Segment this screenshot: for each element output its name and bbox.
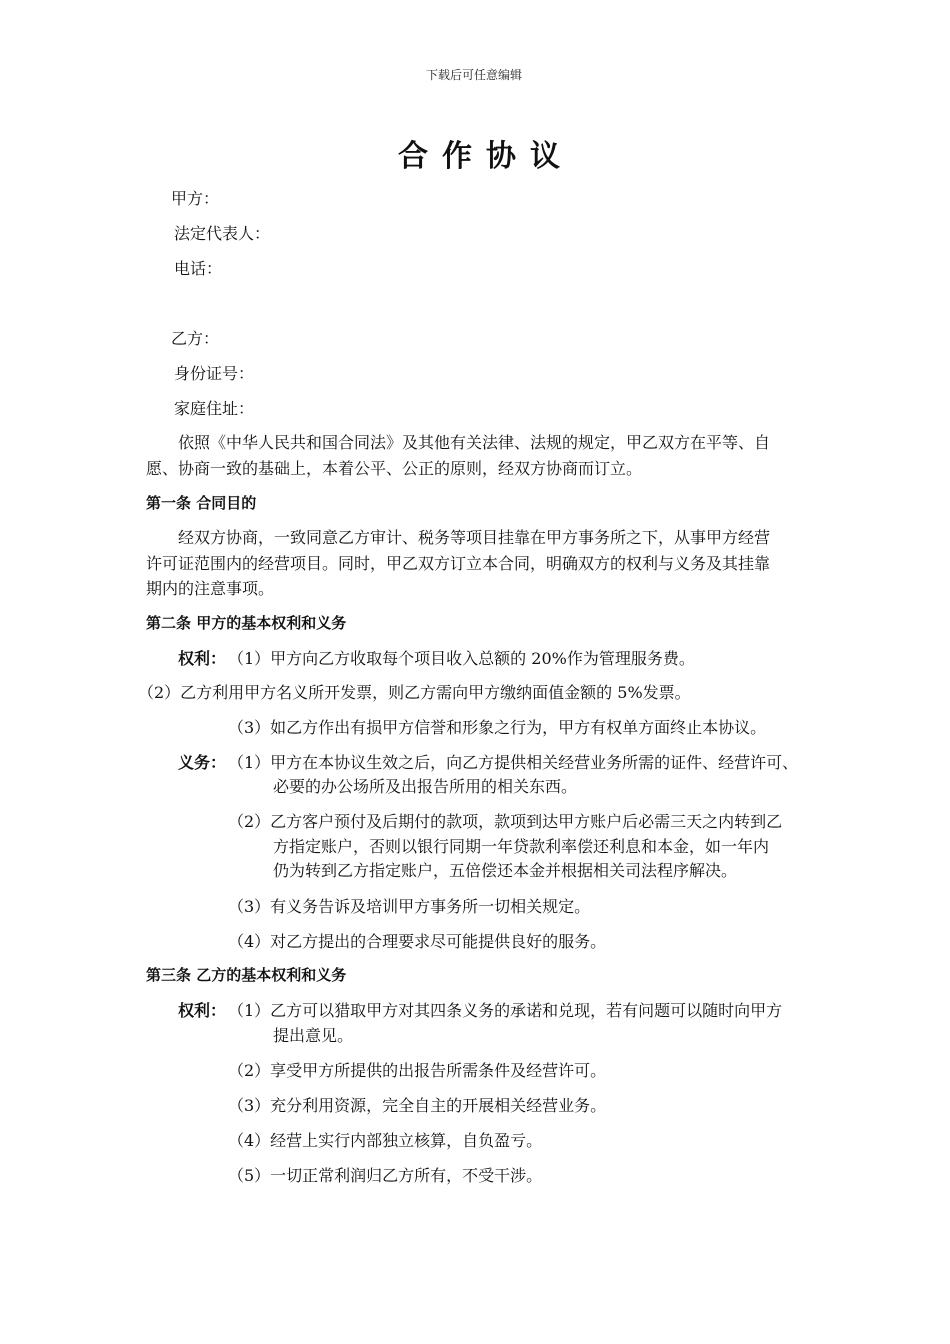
article-2-duty-item: （4）对乙方提出的合理要求尽可能提供良好的服务。 [228,932,607,951]
article-3-heading: 第三条 乙方的基本权利和义务 [146,966,347,984]
article-2-right-item: （2）乙方利用甲方名义所开发票，则乙方需向甲方缴纳面值金额的 5%发票。 [138,683,691,702]
article-3-right-item: （1）乙方可以猎取甲方对其四条义务的承诺和兑现，若有问题可以随时向甲方 [228,1001,783,1020]
article-3-rights-label: 权利： [178,1001,227,1020]
article-2-duty-item: （1）甲方在本协议生效之后，向乙方提供相关经营业务所需的证件、经营许可、 [228,753,799,772]
article-2-right-item: （1）甲方向乙方收取每个项目收入总额的 20%作为管理服务费。 [228,649,695,668]
article-2-duty-item: （3）有义务告诉及培训甲方事务所一切相关规定。 [228,897,591,916]
article-2-duties-label: 义务： [178,753,227,772]
party-a-label: 甲方： [171,189,220,208]
party-b-address-label: 家庭住址： [174,399,255,418]
article-2-rights-label: 权利： [178,649,227,668]
article-2-duty-item: （2）乙方客户预付及后期付的款项，款项到达甲方账户后必需三天之内转到乙 [228,812,783,831]
header-note: 下载后可任意编辑 [426,68,523,82]
article-2-heading: 第二条 甲方的基本权利和义务 [146,614,347,632]
article-1-heading: 第一条 合同目的 [146,494,257,512]
article-1-line: 期内的注意事项。 [146,579,275,598]
article-3-right-item: （2）享受甲方所提供的出报告所需条件及经营许可。 [228,1061,607,1080]
preamble-line: 愿、协商一致的基础上，本着公平、公正的原则，经双方协商而订立。 [146,459,643,478]
article-3-right-item: （4）经营上实行内部独立核算，自负盈亏。 [228,1131,543,1150]
article-3-right-item: （3）充分利用资源，完全自主的开展相关经营业务。 [228,1096,607,1115]
article-2-right-item: （3）如乙方作出有损甲方信誉和形象之行为，甲方有权单方面终止本协议。 [228,718,767,737]
preamble-line: 依照《中华人民共和国合同法》及其他有关法律、法规的规定，甲乙双方在平等、自 [178,433,771,452]
party-b-label: 乙方： [171,329,220,348]
article-1-line: 许可证范围内的经营项目。同时，甲乙双方订立本合同，明确双方的权利与义务及其挂靠 [146,554,771,573]
article-3-right-item: 提出意见。 [273,1026,354,1045]
party-b-id-label: 身份证号： [174,364,255,383]
party-a-representative-label: 法定代表人： [174,224,271,243]
article-2-duty-item: 必要的办公场所及出报告所用的相关东西。 [273,777,578,796]
article-2-duty-item: 方指定账户，否则以银行同期一年贷款利率偿还利息和本金，如一年内 [273,837,770,856]
article-2-duty-item: 仍为转到乙方指定账户，五倍偿还本金并根据相关司法程序解决。 [273,861,738,880]
article-3-right-item: （5）一切正常利润归乙方所有，不受干涉。 [228,1166,543,1185]
article-1-line: 经双方协商，一致同意乙方审计、税务等项目挂靠在甲方事务所之下，从事甲方经营 [178,528,771,547]
party-a-phone-label: 电话： [174,259,223,278]
document-title: 合作协议 [398,139,574,174]
